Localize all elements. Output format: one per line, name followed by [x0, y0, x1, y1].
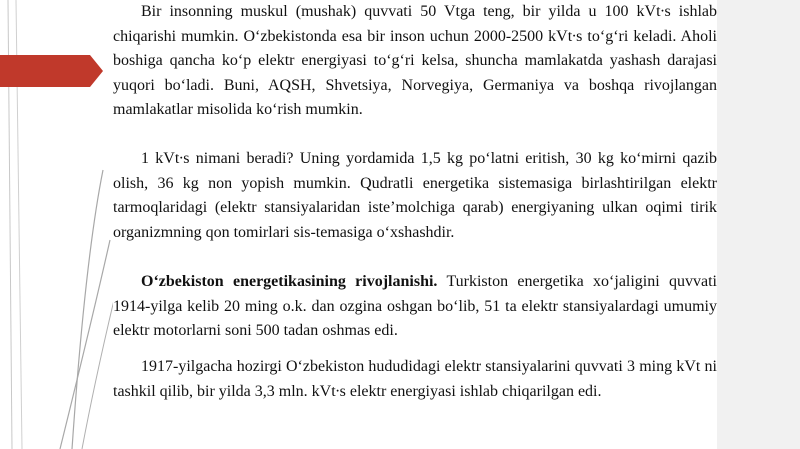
- section-heading: O‘zbekiston energetikasining rivojlanishi.: [141, 273, 438, 290]
- right-margin-band: [717, 0, 800, 449]
- paragraph-2-text: 1 kVt∙s nimani beradi? Uning yordamida 1,5 kg po‘latni eritish, 30 kg ko‘mirni qazib olish, 36 kg non yopish mumkin. Qudratli energetika sistemasiga birlashtirilgan elektr tarmoqlaridagi (elektr stansiyalaridan iste’molchiga qarab) energiyaning ulkan oqimi tirik organizmning qon tomirlari sis-temasiga o‘xshashdir.: [113, 150, 717, 241]
- paragraph-3: [113, 270, 717, 344]
- paragraph-1-text: Bir insonning muskul (mushak) quvvati 50 Vtga teng, bir yilda u 100 kVt∙s ishlab chiqarishi mumkin. O‘zbekistonda esa bir inson uchun 2000-2500 kVt∙s to‘g‘ri keladi. Aholi boshiga qancha ko‘p elektr energiyasi to‘g‘ri kelsa, shuncha mamlakatda yashash darajasi yuqori bo‘ladi. Buni, AQSH, Shvetsiya, Norvegiya, Germaniya va boshqa rivojlangan mamlakatlar misolida ko‘rish mumkin.: [113, 3, 717, 119]
- paragraph-4-text: 1917-yilgacha hozirgi O‘zbekiston hududidagi elektr stansiyalarini quvvati 3 ming kVt ni tashkil qilib, bir yilda 3,3 mln. kVt∙s elektr energiyasi ishlab chiqarilgan edi.: [113, 358, 717, 400]
- paragraph-3-text: Turkiston energetika xo‘jaligini quvvati 1914-yilga kelib 20 ming o.k. dan ozgina oshgan bo‘lib, 51 ta elektr stansiyalardagi umumiy elektr motorlarni soni 500 tadan oshmas edi.: [113, 273, 718, 340]
- paragraph-2: [113, 147, 717, 245]
- paragraph-1: [113, 0, 717, 123]
- paragraph-4: [113, 355, 717, 404]
- red-accent-tab: [0, 55, 103, 87]
- document-text: [113, 0, 717, 449]
